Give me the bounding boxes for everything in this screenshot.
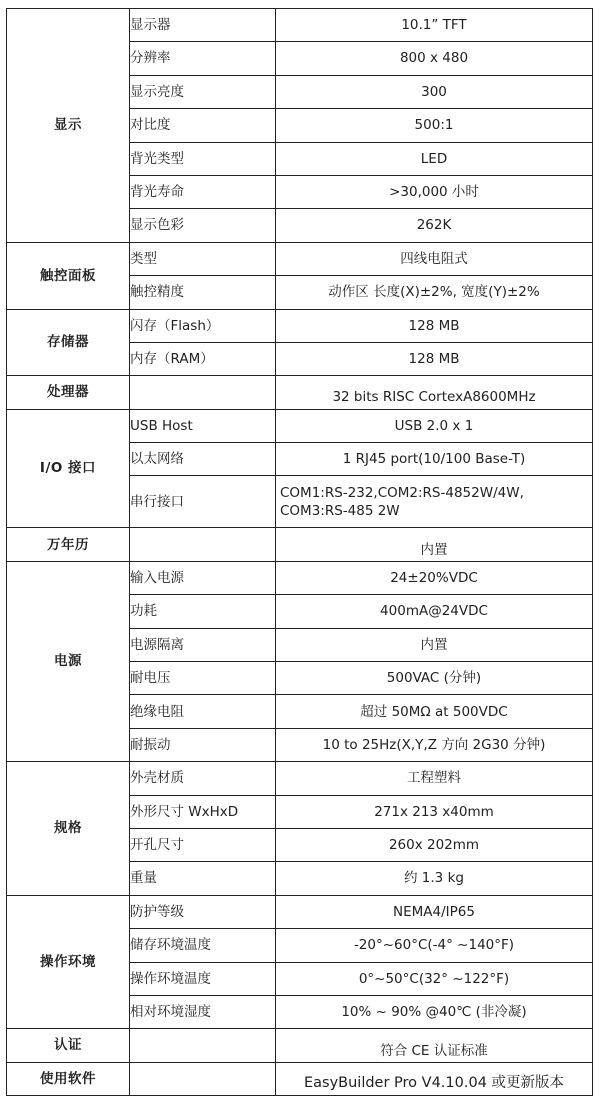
spec-label <box>130 1062 276 1095</box>
spec-value: 10% ~ 90% @40℃ (非冷凝) <box>276 995 593 1028</box>
spec-value: 内置 <box>276 528 593 561</box>
spec-label: 显示亮度 <box>130 75 276 108</box>
spec-label: 以太网络 <box>130 443 276 476</box>
spec-value: 符合 CE 认证标准 <box>276 1029 593 1062</box>
spec-label: 开孔尺寸 <box>130 828 276 861</box>
spec-label: USB Host <box>130 409 276 442</box>
spec-value: 500VAC (分钟) <box>276 662 593 695</box>
spec-label: 内存（RAM） <box>130 342 276 375</box>
spec-label: 背光寿命 <box>130 175 276 208</box>
spec-value: USB 2.0 x 1 <box>276 409 593 442</box>
table-row <box>7 895 593 928</box>
spec-label: 对比度 <box>130 109 276 142</box>
spec-value: 300 <box>276 75 593 108</box>
spec-label: 背光类型 <box>130 142 276 175</box>
category-touch-panel: 触控面板 <box>7 242 130 309</box>
spec-value: EasyBuilder Pro V4.10.04 或更新版本 <box>276 1062 593 1095</box>
spec-value: 0°~50°C(32° ~122°F) <box>276 962 593 995</box>
category-display: 显示 <box>7 9 130 243</box>
spec-label: 重量 <box>130 862 276 895</box>
category-io: I/O 接口 <box>7 409 130 528</box>
spec-value: 271x 213 x40mm <box>276 795 593 828</box>
table-row <box>7 309 593 342</box>
spec-value: 260x 202mm <box>276 828 593 861</box>
category-power: 电源 <box>7 561 130 761</box>
spec-label: 操作环境温度 <box>130 962 276 995</box>
spec-value: 内置 <box>276 628 593 661</box>
spec-value: >30,000 小时 <box>276 175 593 208</box>
spec-label: 相对环境湿度 <box>130 995 276 1028</box>
spec-value: 四线电阻式 <box>276 242 593 275</box>
spec-label: 功耗 <box>130 595 276 628</box>
spec-label: 闪存（Flash） <box>130 309 276 342</box>
spec-label <box>130 376 276 409</box>
table-row <box>7 1029 593 1062</box>
spec-label: 触控精度 <box>130 276 276 309</box>
spec-value: 128 MB <box>276 342 593 375</box>
spec-table <box>6 8 593 1096</box>
spec-value: 400mA@24VDC <box>276 595 593 628</box>
category-software: 使用软件 <box>7 1062 130 1095</box>
table-row <box>7 242 593 275</box>
spec-value: NEMA4/IP65 <box>276 895 593 928</box>
spec-label: 串行接口 <box>130 476 276 528</box>
spec-value-line: COM1:RS-232,COM2:RS-4852W/4W, <box>280 484 524 501</box>
spec-label: 输入电源 <box>130 561 276 594</box>
spec-value <box>276 476 593 528</box>
spec-value: 32 bits RISC CortexA8600MHz <box>276 376 593 409</box>
spec-value: 超过 50MΩ at 500VDC <box>276 695 593 728</box>
spec-label: 储存环境温度 <box>130 929 276 962</box>
spec-value: 24±20%VDC <box>276 561 593 594</box>
table-row <box>7 9 593 42</box>
spec-value: 262K <box>276 209 593 242</box>
spec-value: 500:1 <box>276 109 593 142</box>
category-memory: 存储器 <box>7 309 130 376</box>
table-row <box>7 1062 593 1095</box>
spec-value: 800 x 480 <box>276 42 593 75</box>
spec-value: LED <box>276 142 593 175</box>
table-row <box>7 376 593 409</box>
spec-label: 防护等级 <box>130 895 276 928</box>
spec-label: 绝缘电阻 <box>130 695 276 728</box>
spec-value: 工程塑料 <box>276 762 593 795</box>
spec-value: 128 MB <box>276 309 593 342</box>
spec-label <box>130 1029 276 1062</box>
spec-label: 耐电压 <box>130 662 276 695</box>
spec-label: 分辨率 <box>130 42 276 75</box>
category-rtc: 万年历 <box>7 528 130 561</box>
spec-value-line: COM3:RS-485 2W <box>280 502 400 519</box>
table-row <box>7 528 593 561</box>
spec-label: 耐振动 <box>130 728 276 761</box>
spec-label: 外壳材质 <box>130 762 276 795</box>
table-row <box>7 409 593 442</box>
spec-value: 10.1” TFT <box>276 9 593 42</box>
spec-label: 类型 <box>130 242 276 275</box>
category-certification: 认证 <box>7 1029 130 1062</box>
category-specification: 规格 <box>7 762 130 896</box>
spec-value: 10 to 25Hz(X,Y,Z 方向 2G30 分钟) <box>276 728 593 761</box>
category-environment: 操作环境 <box>7 895 130 1029</box>
category-processor: 处理器 <box>7 376 130 409</box>
spec-label: 外形尺寸 WxHxD <box>130 795 276 828</box>
table-row <box>7 762 593 795</box>
spec-value: 动作区 长度(X)±2%, 宽度(Y)±2% <box>276 276 593 309</box>
spec-label: 电源隔离 <box>130 628 276 661</box>
spec-label: 显示器 <box>130 9 276 42</box>
spec-value: 1 RJ45 port(10/100 Base-T) <box>276 443 593 476</box>
spec-value: -20°~60°C(-4° ~140°F) <box>276 929 593 962</box>
table-row <box>7 561 593 594</box>
spec-label: 显示色彩 <box>130 209 276 242</box>
spec-label <box>130 528 276 561</box>
spec-value: 约 1.3 kg <box>276 862 593 895</box>
